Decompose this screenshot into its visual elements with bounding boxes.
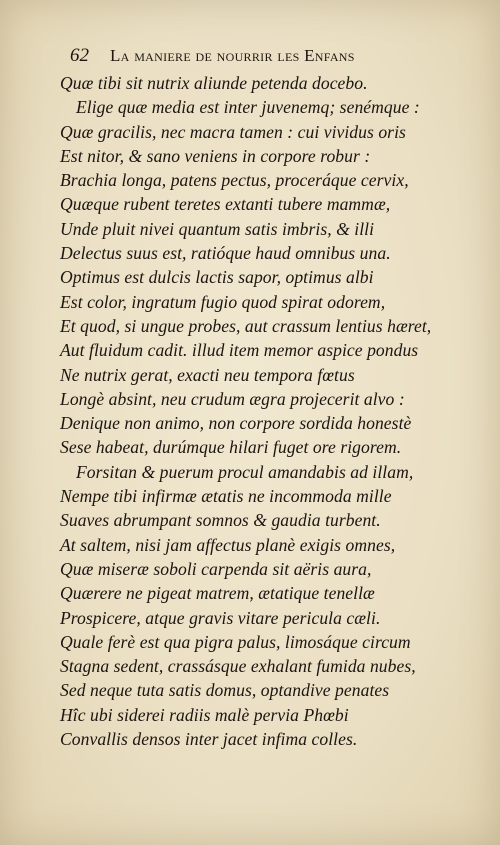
verse-line: At saltem, nisi jam affectus planè exigis omnes, <box>60 534 396 555</box>
verse-line: Ne nutrix gerat, exacti neu tempora fœtus <box>60 364 355 385</box>
verse-line: Unde pluit nivei quantum satis imbris, & illi <box>60 218 375 239</box>
verse-line: Forsitan & puerum procul amandabis ad illam, <box>76 461 414 482</box>
verse-line: Denique non animo, non corpore sordida honestè <box>60 413 412 434</box>
page-number: 62 <box>70 45 89 66</box>
verse-line: Elige quæ media est inter juvenemq; senémque : <box>76 97 420 118</box>
verse-line: Et quod, si ungue probes, aut crassum lentius hæret, <box>60 315 432 336</box>
verse-line: Aut fluidum cadit. illud item memor aspice pondus <box>60 340 419 361</box>
verse-line: Quæque rubent teretes extanti tubere mammæ, <box>60 194 391 215</box>
verse-line: Delectus suus est, ratióque haud omnibus una. <box>60 243 391 264</box>
verse-line: Sese habeat, durúmque hilari fuget ore rigorem. <box>60 437 402 458</box>
verse-line: Nempe tibi infirmæ ætatis ne incommoda mille <box>60 486 392 507</box>
verse-line: Quæ gracilis, nec macra tamen : cui vividus oris <box>60 121 406 142</box>
verse-line: Quæ miseræ soboli carpenda sit aëris aura, <box>60 558 372 579</box>
verse-line: Suaves abrumpant somnos & gaudia turbent. <box>60 510 381 531</box>
verse-line: Est nitor, & sano veniens in corpore robur : <box>60 145 371 166</box>
verse-line: Stagna sedent, crassásque exhalant fumida nubes, <box>60 656 416 677</box>
verse-line: Optimus est dulcis lactis sapor, optimus albi <box>60 267 374 288</box>
verse-line: Sed neque tuta satis domus, optandive penates <box>60 680 390 701</box>
verse-line: Hîc ubi siderei radiis malè pervia Phœbi <box>60 704 349 725</box>
running-title: La maniere de nourrir les Enfans <box>110 46 355 65</box>
page-header <box>70 44 460 68</box>
verse-block <box>60 71 460 751</box>
verse-line: Prospicere, atque gravis vitare pericula cæli. <box>60 607 381 628</box>
verse-line: Quale ferè est qua pigra palus, limosáque circum <box>60 631 411 652</box>
verse-line: Convallis densos inter jacet infima colles. <box>60 729 358 750</box>
verse-line: Quæ tibi sit nutrix aliunde petenda docebo. <box>60 73 368 93</box>
verse-line: Longè absint, neu crudum ægra projecerit alvo : <box>60 388 405 409</box>
verse-line: Quærere ne pigeat matrem, ætatique tenellæ <box>60 583 375 604</box>
verse-line: Brachia longa, patens pectus, proceráque cervix, <box>60 170 409 191</box>
verse-line: Est color, ingratum fugio quod spirat odorem, <box>60 291 386 312</box>
